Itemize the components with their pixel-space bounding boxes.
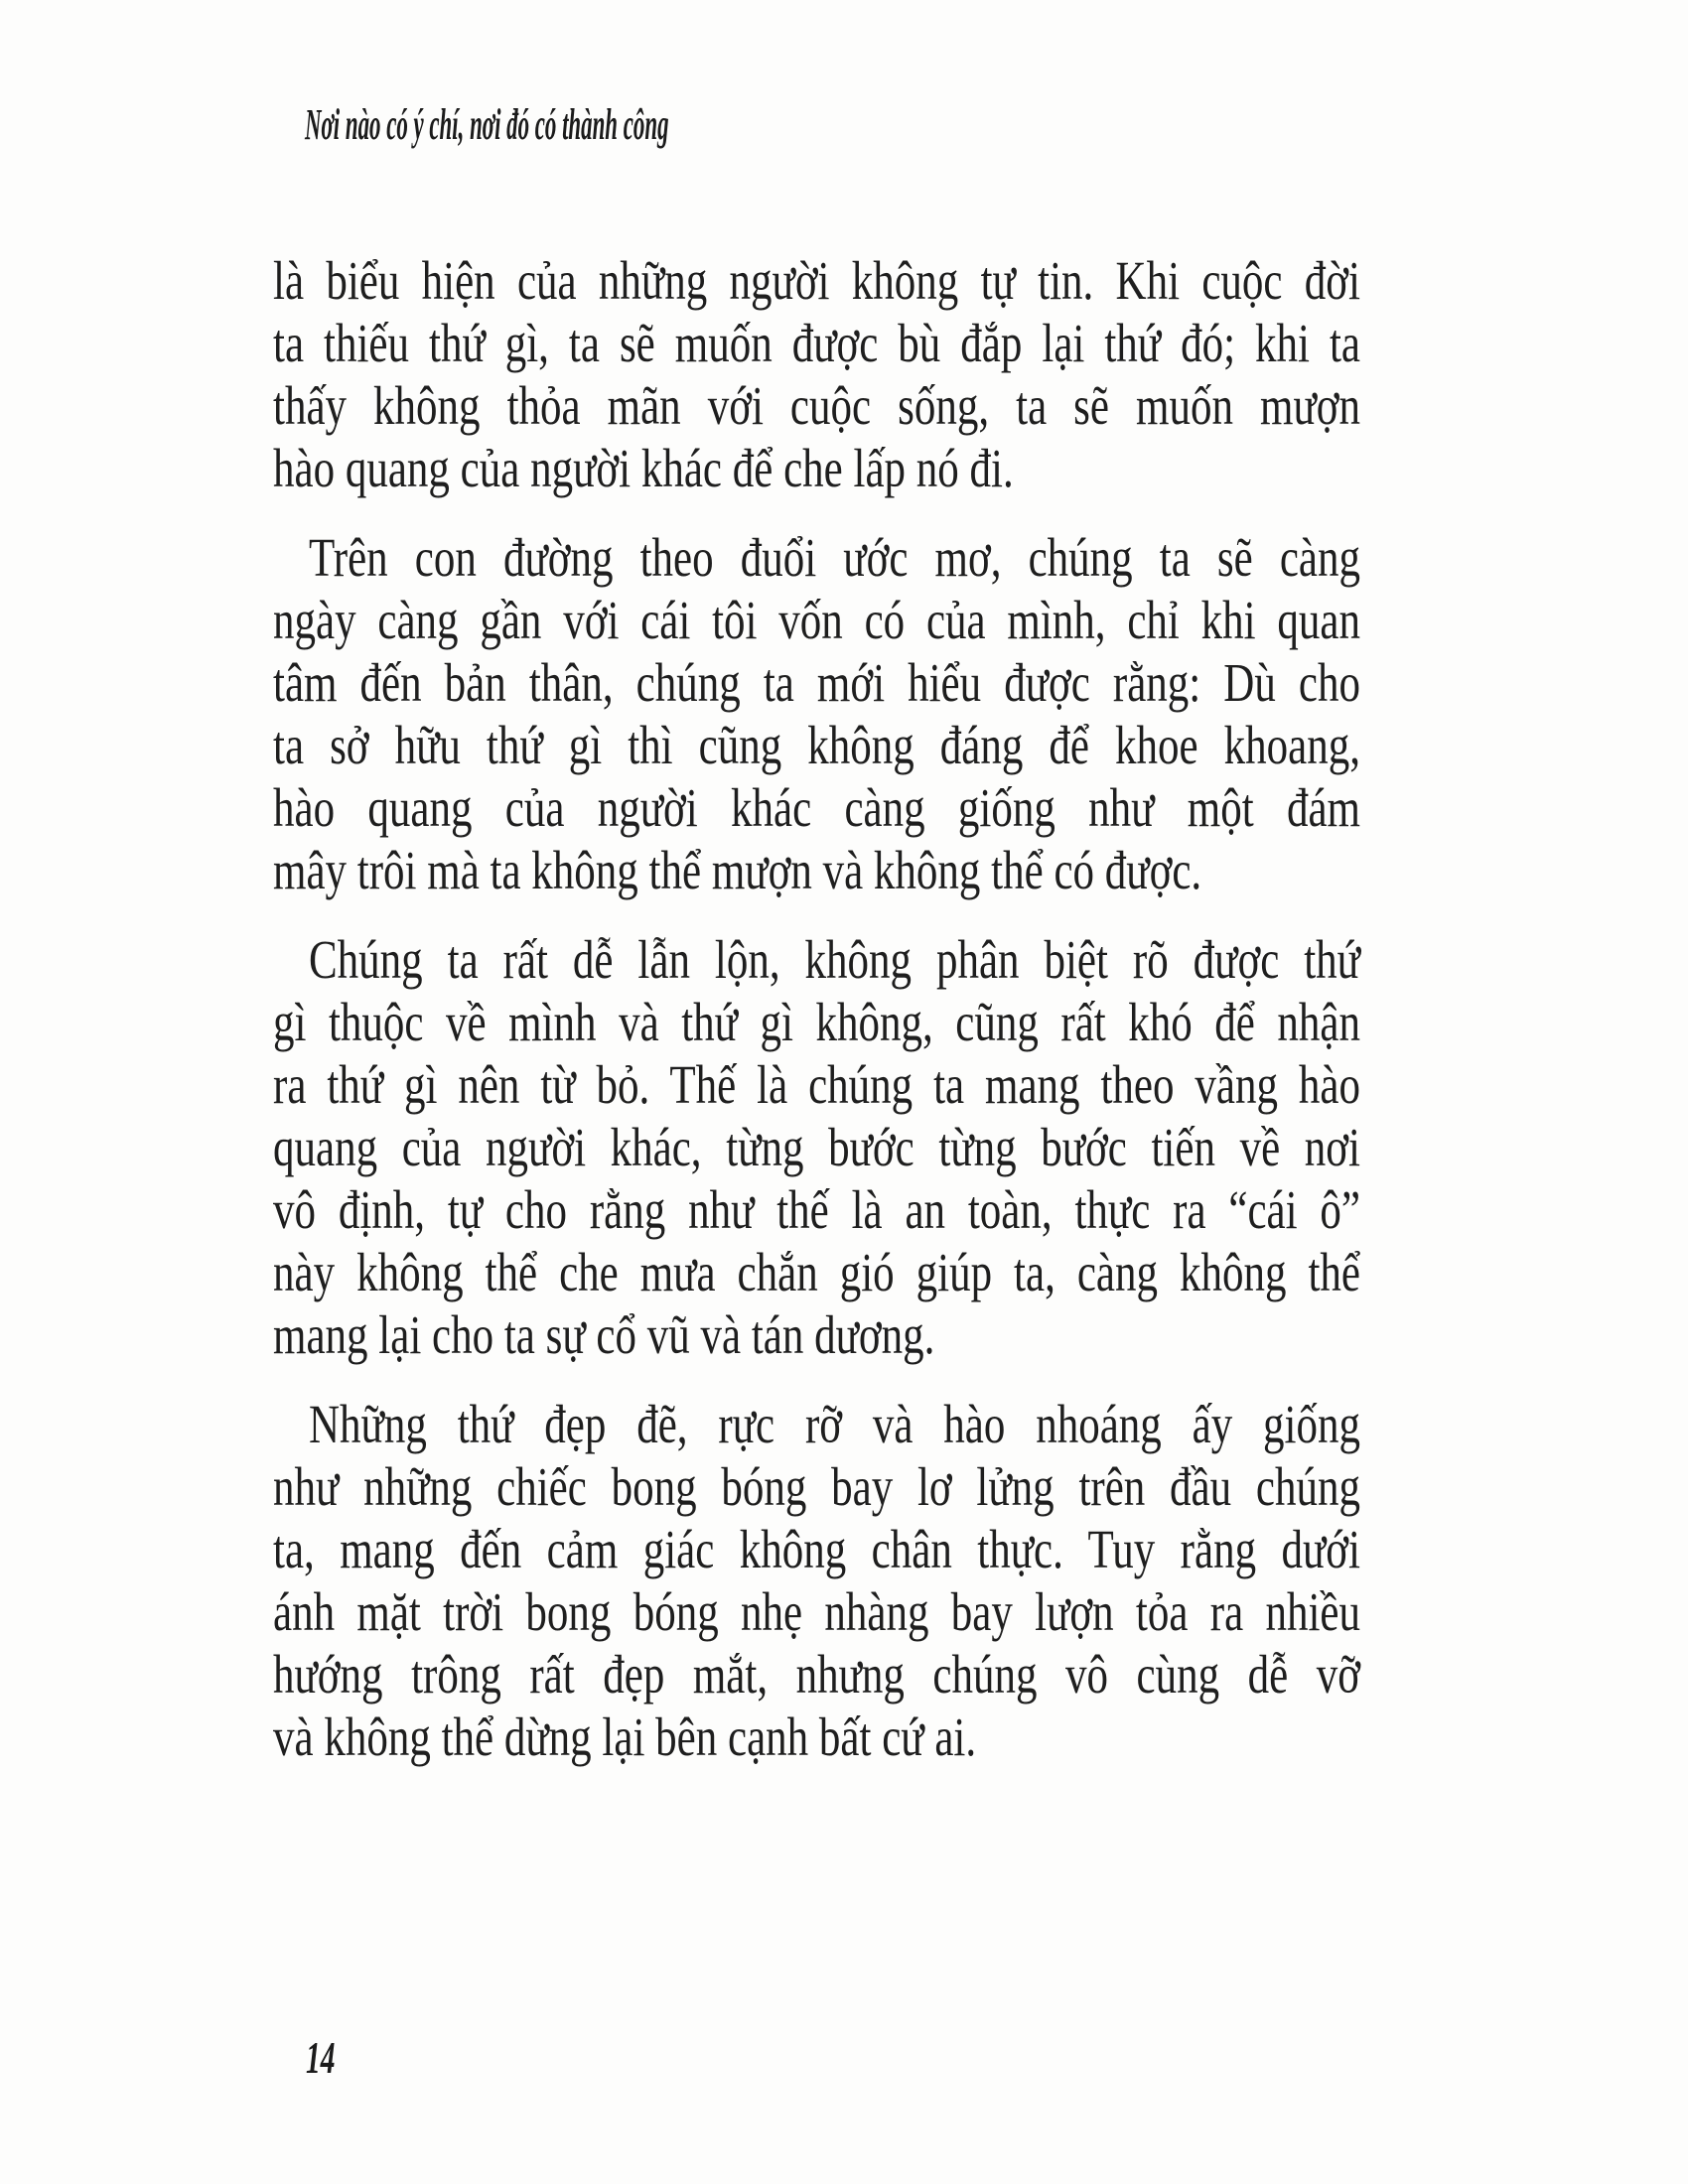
text-line: quang của người khác, từng bước từng bước tiến về nơi [273,1118,1360,1178]
paragraph [273,1394,1360,1769]
text-line: ngày càng gần với cái tôi vốn có của mình, chỉ khi quan [273,591,1360,651]
paragraph [273,527,1360,902]
text-line: ta, mang đến cảm giác không chân thực. Tuy rằng dưới [273,1520,1360,1580]
text-line: Chúng ta rất dễ lẫn lộn, không phân biệt rõ được thứ [309,930,1360,991]
text-line: và không thể dừng lại bên cạnh bất cứ ai. [273,1707,977,1768]
text-line: hào quang của người khác để che lấp nó đi. [273,439,1014,499]
running-header: Nơi nào có ý chí, nơi đó có thành công [305,100,669,149]
text-line: mang lại cho ta sự cổ vũ và tán dương. [273,1305,935,1366]
text-line: ánh mặt trời bong bóng nhẹ nhàng bay lượn tỏa ra nhiều [273,1582,1360,1643]
text-line: gì thuộc về mình và thứ gì không, cũng rất khó để nhận [273,993,1360,1053]
text-line: ra thứ gì nên từ bỏ. Thế là chúng ta mang theo vầng hào [273,1055,1360,1116]
text-line: hướng trông rất đẹp mắt, nhưng chúng vô cùng dễ vỡ [273,1645,1360,1706]
text-line: Trên con đường theo đuổi ước mơ, chúng ta sẽ càng [309,528,1360,589]
text-line: là biểu hiện của những người không tự tin. Khi cuộc đời [273,251,1360,312]
paragraph [273,929,1360,1367]
text-line: này không thể che mưa chắn gió giúp ta, càng không thể [273,1243,1360,1303]
text-line: mây trôi mà ta không thể mượn và không thể có được. [273,841,1202,901]
text-line: vô định, tự cho rằng như thế là an toàn, thực ra “cái ô” [273,1180,1360,1241]
body-text [273,250,1360,1796]
text-line: thấy không thỏa mãn với cuộc sống, ta sẽ muốn mượn [273,376,1360,437]
text-line: ta sở hữu thứ gì thì cũng không đáng để khoe khoang, [273,716,1360,776]
text-line: ta thiếu thứ gì, ta sẽ muốn được bù đắp lại thứ đó; khi ta [273,314,1360,374]
paragraph [273,250,1360,500]
page-number: 14 [306,2032,336,2083]
text-line: như những chiếc bong bóng bay lơ lửng trên đầu chúng [273,1457,1360,1518]
text-line: Những thứ đẹp đẽ, rực rỡ và hào nhoáng ấy giống [309,1395,1360,1455]
text-line: tâm đến bản thân, chúng ta mới hiểu được rằng: Dù cho [273,653,1360,714]
text-line: hào quang của người khác càng giống như một đám [273,778,1360,839]
